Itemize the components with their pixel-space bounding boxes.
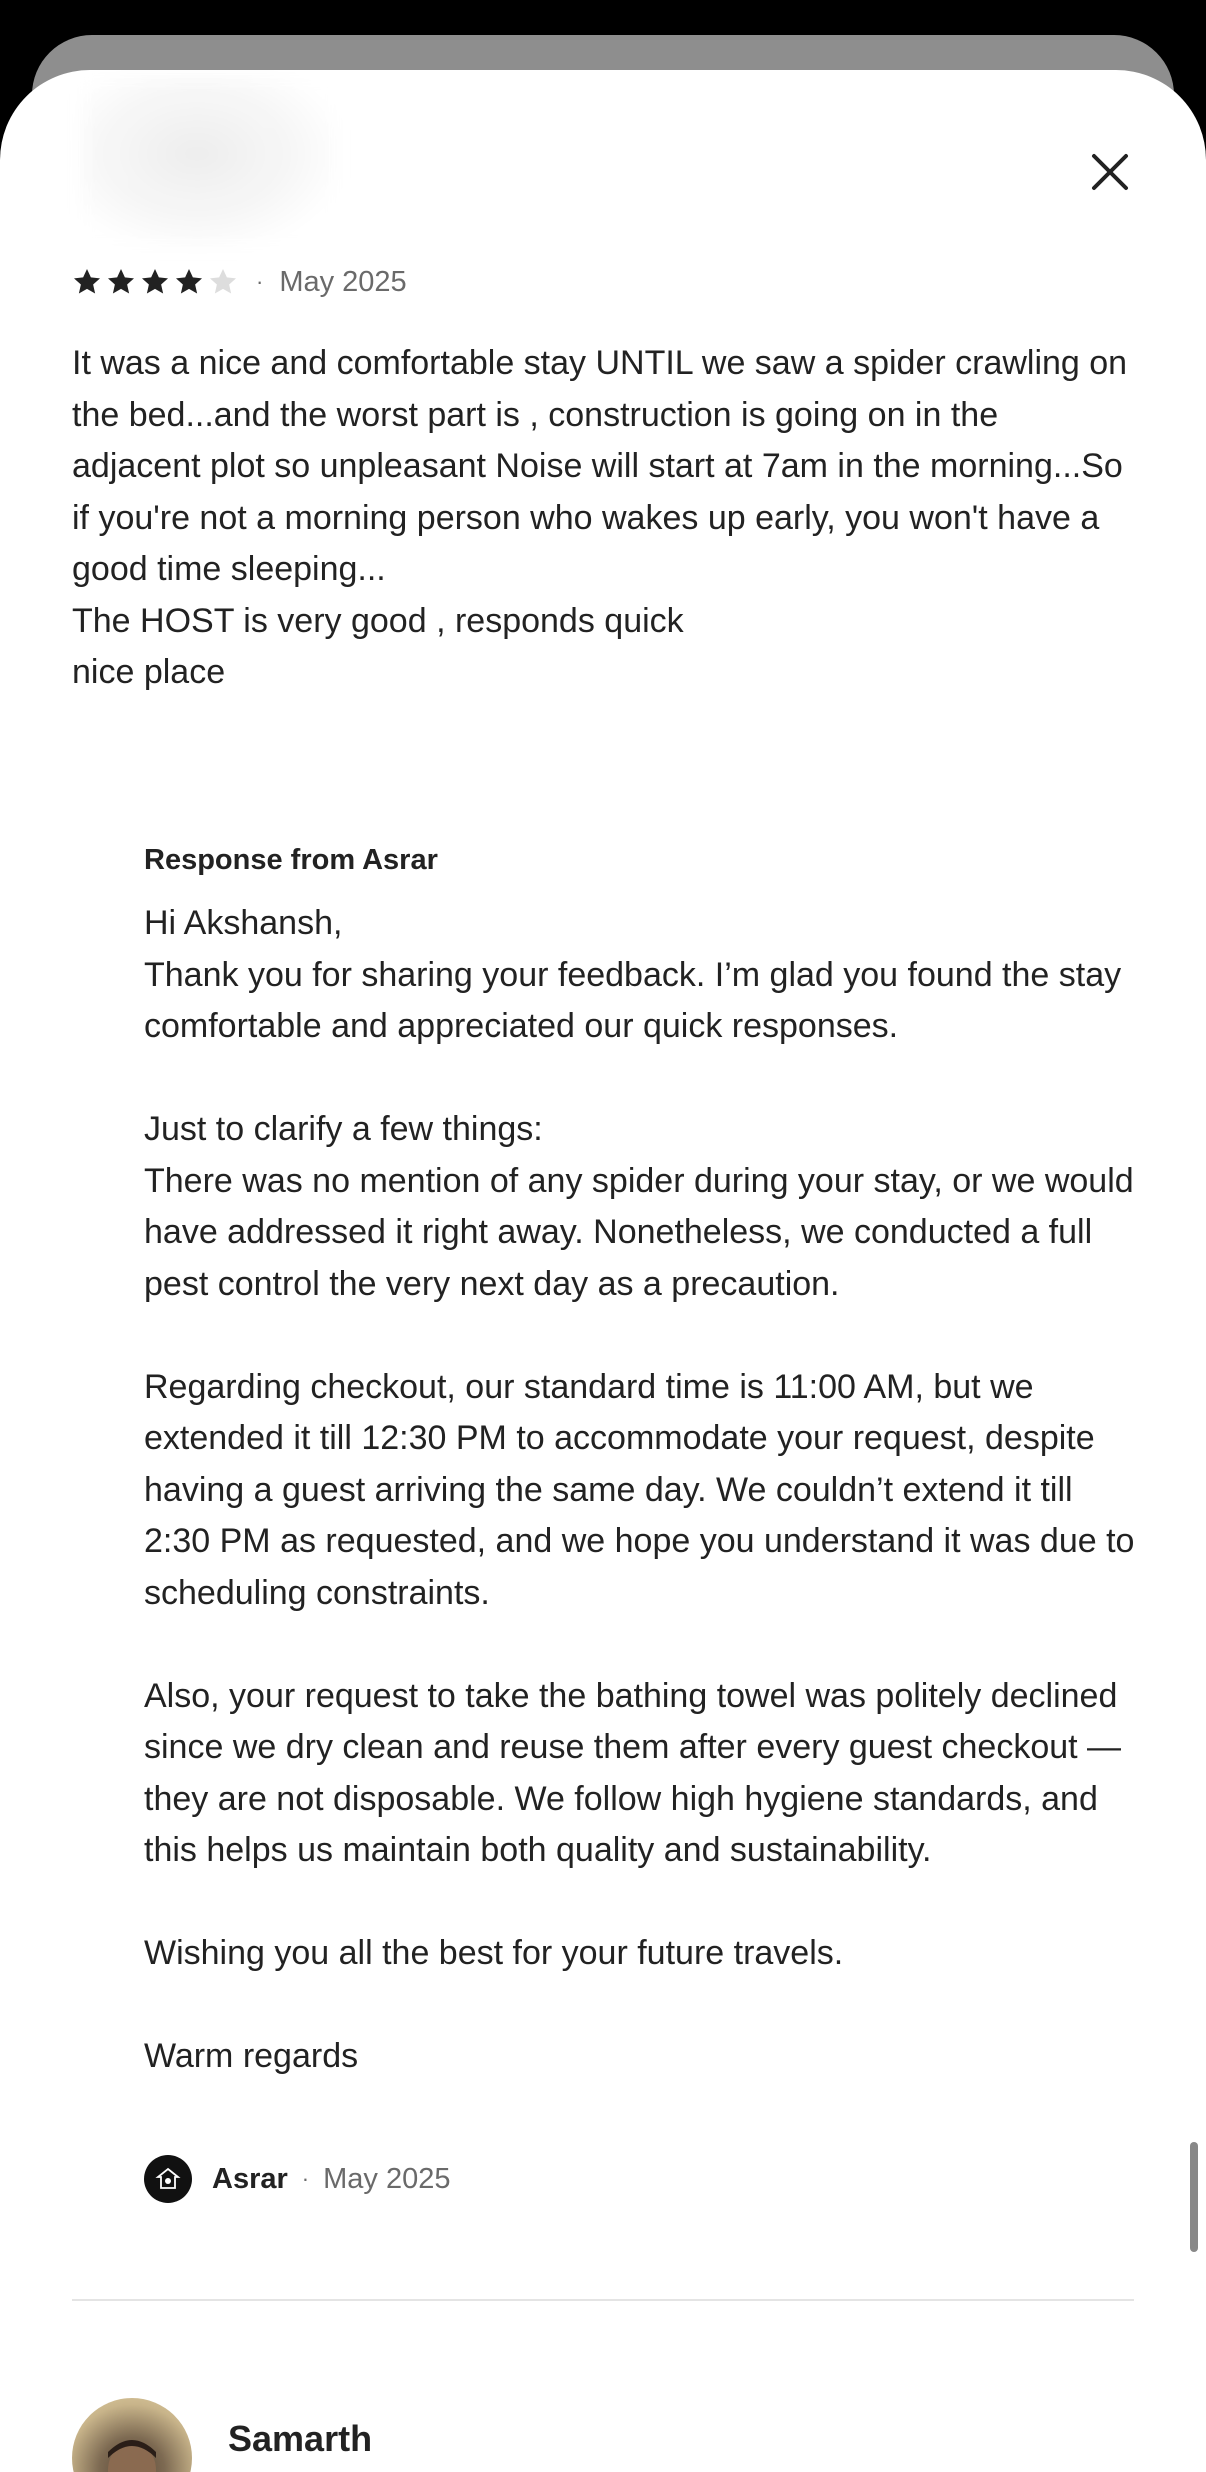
scrollbar[interactable] [1190, 2142, 1198, 2252]
host-logo-icon [155, 2166, 181, 2192]
response-date: May 2025 [323, 2162, 451, 2195]
host-avatar[interactable] [144, 2155, 192, 2203]
star-icon [106, 267, 136, 297]
star-icon [174, 267, 204, 297]
response-body: Hi Akshansh, Thank you for sharing your feedback. I’m glad you found the stay comfortable and appreciated our quick responses. Just to clarify a few things: There was no mention of any spider during your stay, or we would have addressed it right away. Nonetheless, we conducted a full pest control the very next day as a precaution. Regarding checkout, our standard time is 11:00 AM, but we extended it till 12:30 PM to accommodate your request, despite having a guest arriving the same day. We couldn’t extend it till 2:30 PM as requested, and we hope you understand it was due to scheduling constraints. Also, your request to take the bathing towel was politely declined since we dry clean and reuse them after every guest checkout — they are not disposable. We follow high hygiene standards, and this helps us maintain both quality and sustainability. Wishing you all the best for your future travels. Warm regards [144, 904, 1135, 2075]
blurred-header-avatar [80, 75, 340, 250]
star-icon [208, 267, 238, 297]
reviewer-name: Samarth [228, 2418, 373, 2459]
separator-dot: · [256, 269, 264, 294]
review-rating-row [72, 262, 407, 302]
reviewer-avatar[interactable] [72, 2398, 192, 2472]
reviews-modal [0, 70, 1206, 2472]
response-title: Response from Asrar [144, 844, 438, 876]
host-signature-row [144, 2154, 450, 2204]
review-text: It was a nice and comfortable stay UNTIL we saw a spider crawling on the bed...and the worst part is , construction is going on in the adjacent plot so unpleasant Noise will start at 7am in the morning...So if you're not a morning person who wakes up early, you won't have a good time sleeping... The HOST is very good , responds quick nice place [72, 344, 1128, 691]
host-response [144, 840, 1144, 2083]
star-icon [140, 267, 170, 297]
host-name[interactable]: Asrar [212, 2162, 288, 2195]
reviewer-photo [72, 2398, 192, 2472]
star-icon [72, 267, 102, 297]
review-date: May 2025 [279, 265, 407, 298]
divider [72, 2299, 1134, 2301]
star-rating [72, 267, 238, 297]
close-icon [1082, 144, 1138, 200]
close-button[interactable] [1082, 144, 1138, 200]
separator-dot: · [301, 2166, 310, 2191]
